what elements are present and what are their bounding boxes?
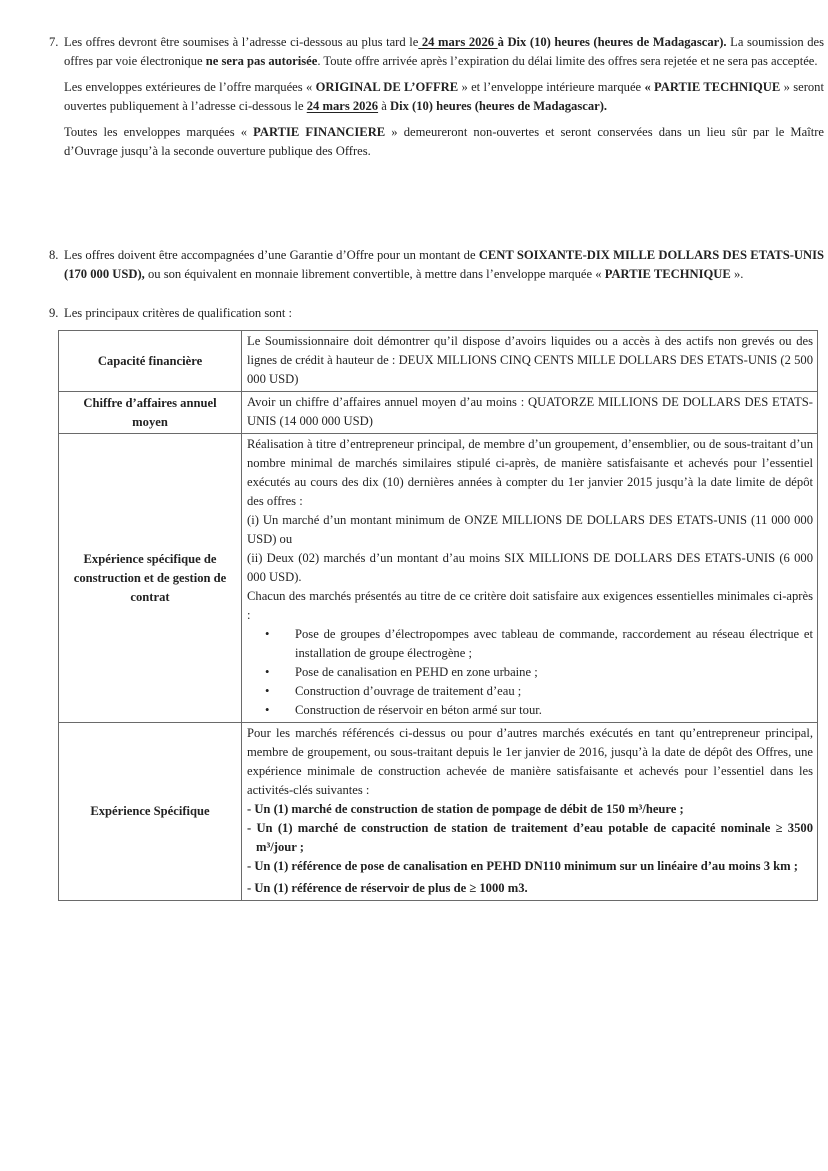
criterion-description: Avoir un chiffre d’affaires annuel moyen d’au moins : QUATORZE MILLIONS DE DOLLARS DES ETATS-UNIS (14 000 000 USD) — [242, 392, 818, 434]
list-item: - Un (1) marché de construction de station de pompage de débit de 150 m³/heure ; — [247, 802, 684, 816]
criterion-label: Chiffre d’affaires annuel moyen — [59, 392, 242, 434]
table-row — [59, 723, 818, 901]
submission-deadline-paragraph: Les offres devront être soumises à l’adresse ci-dessous au plus tard le 24 mars 2026 à Dix (10) heures (heures de Madagascar). La soumission des offres par voie électronique ne sera pas autorisée. Toute offre arrivée après l’expiration du délai limite des offres sera rejetée et ne sera pas acceptée. — [64, 35, 824, 68]
clause-7 — [49, 33, 824, 161]
financial-envelope-paragraph: Toutes les enveloppes marquées « PARTIE FINANCIERE » demeureront non-ouvertes et seront conservées dans un lieu sûr par le Maître d’Ouvrage jusqu’à la seconde ouverture publique des Offres. — [64, 125, 824, 158]
list-item: • Pose de groupes d’électropompes avec tableau de commande, raccordement au réseau électrique et installation de groupe électrogène ; — [295, 625, 813, 663]
criterion-description: Réalisation à titre d’entrepreneur principal, de membre d’un groupement, d’ensemblier, ou de sous-traitant d’un nombre minimal de marchés similaires stipulé ci-après, de manière satisfaisante et achevés pour l’essentiel exécutés au cours des dix (10) dernières années à compter du 1er janvier 2015 jusqu’à la date limite de dépôt des offres : (i) Un marché d’un montant minimum de ONZE MILLIONS DE DOLLARS DES ETATS-UNIS (11 000 000 USD) ou (ii) Deux (02) marchés d’un montant d’au moins SIX MILLIONS DE DOLLARS DES ETATS-UNIS (6 000 000 USD). Chacun des marchés présentés au titre de ce critère doit satisfaire aux exigences essentielles minimales ci-après : • Pose de groupes d’électropompes avec tableau de commande, raccordement au réseau électrique et installation de groupe électrogène ; • Pose de canalisation en PEHD en zone urbaine ; • Construction d’ouvrage de traitement d’eau ; • Construction de réservoir en béton armé sur tour. — [242, 434, 818, 723]
clause-number: 7. — [49, 35, 59, 49]
criterion-description: Le Soumissionnaire doit démontrer qu’il dispose d’avoirs liquides ou a accès à des actifs non grevés ou des lignes de crédit à hauteur de : DEUX MILLIONS CINQ CENTS MILLE DOLLARS DES ETATS-UNIS (2 500 000 USD) — [242, 331, 818, 392]
list-item: • Construction de réservoir en béton armé sur tour. — [295, 701, 813, 720]
bid-security-paragraph: Les offres doivent être accompagnées d’une Garantie d’Offre pour un montant de CENT SOIXANTE-DIX MILLE DOLLARS DES ETATS-UNIS (170 000 USD), ou son équivalent en monnaie librement convertible, à mettre dans l’enveloppe marquée « PARTIE TECHNIQUE ». — [64, 248, 824, 281]
criterion-label: Expérience spécifique de construction et de gestion de contrat — [59, 434, 242, 723]
table-row — [59, 331, 818, 392]
list-item: - Un (1) référence de réservoir de plus de ≥ 1000 m3. — [247, 881, 528, 895]
table-row — [59, 434, 818, 723]
requirements-list — [247, 625, 813, 720]
option-one: (i) Un marché d’un montant minimum de ONZE MILLIONS DE DOLLARS DES ETATS-UNIS (11 000 000 USD) ou — [247, 513, 813, 546]
list-item: - Un (1) référence de pose de canalisation en PEHD DN110 minimum sur un linéaire d’au moins 3 km ; — [247, 859, 798, 873]
list-item: • Construction d’ouvrage de traitement d’eau ; — [295, 682, 813, 701]
list-item: - Un (1) marché de construction de station de traitement d’eau potable de capacité nominale ≥ 3500 m³/jour ; — [247, 821, 813, 854]
criterion-description: Pour les marchés référencés ci-dessus ou pour d’autres marchés exécutés en tant qu’entrepreneur principal, membre de groupement, ou sous-traitant depuis le 1er janvier de 2016, jusqu’à la date de dépôt des Offres, une expérience minimale de construction achevée de manière satisfaisante et achevés pour l’essentiel dans les activités-clés suivantes : - Un (1) marché de construction de station de pompage de débit de 150 m³/heure ; - Un (1) marché de construction de station de traitement d’eau potable de capacité nominale ≥ 3500 m³/jour ; - Un (1) référence de pose de canalisation en PEHD DN110 minimum sur un linéaire d’au moins 3 km ; - Un (1) référence de réservoir de plus de ≥ 1000 m3. — [242, 723, 818, 901]
list-item: • Pose de canalisation en PEHD en zone urbaine ; — [295, 663, 813, 682]
table-row — [59, 392, 818, 434]
criterion-label: Expérience Spécifique — [59, 723, 242, 901]
clause-number: 8. — [49, 248, 59, 262]
qualification-criteria-table — [58, 330, 818, 901]
criterion-label: Capacité financière — [59, 331, 242, 392]
clause-number: 9. — [49, 306, 59, 320]
clause-9 — [49, 304, 824, 323]
clause-8 — [49, 246, 824, 284]
option-two: (ii) Deux (02) marchés d’un montant d’au moins SIX MILLIONS DE DOLLARS DES ETATS-UNIS (6 000 000 USD). — [247, 551, 813, 584]
qualification-intro: Les principaux critères de qualification sont : — [64, 306, 293, 320]
deadline-date: 24 mars 2026 — [418, 35, 498, 49]
opening-paragraph: Les enveloppes extérieures de l’offre marquées « ORIGINAL DE L’OFFRE » et l’enveloppe intérieure marquée « PARTIE TECHNIQUE » seront ouvertes publiquement à l’adresse ci-dessous le 24 mars 2026 à Dix (10) heures (heures de Madagascar). — [64, 80, 824, 113]
opening-date: 24 mars 2026 — [306, 99, 379, 113]
